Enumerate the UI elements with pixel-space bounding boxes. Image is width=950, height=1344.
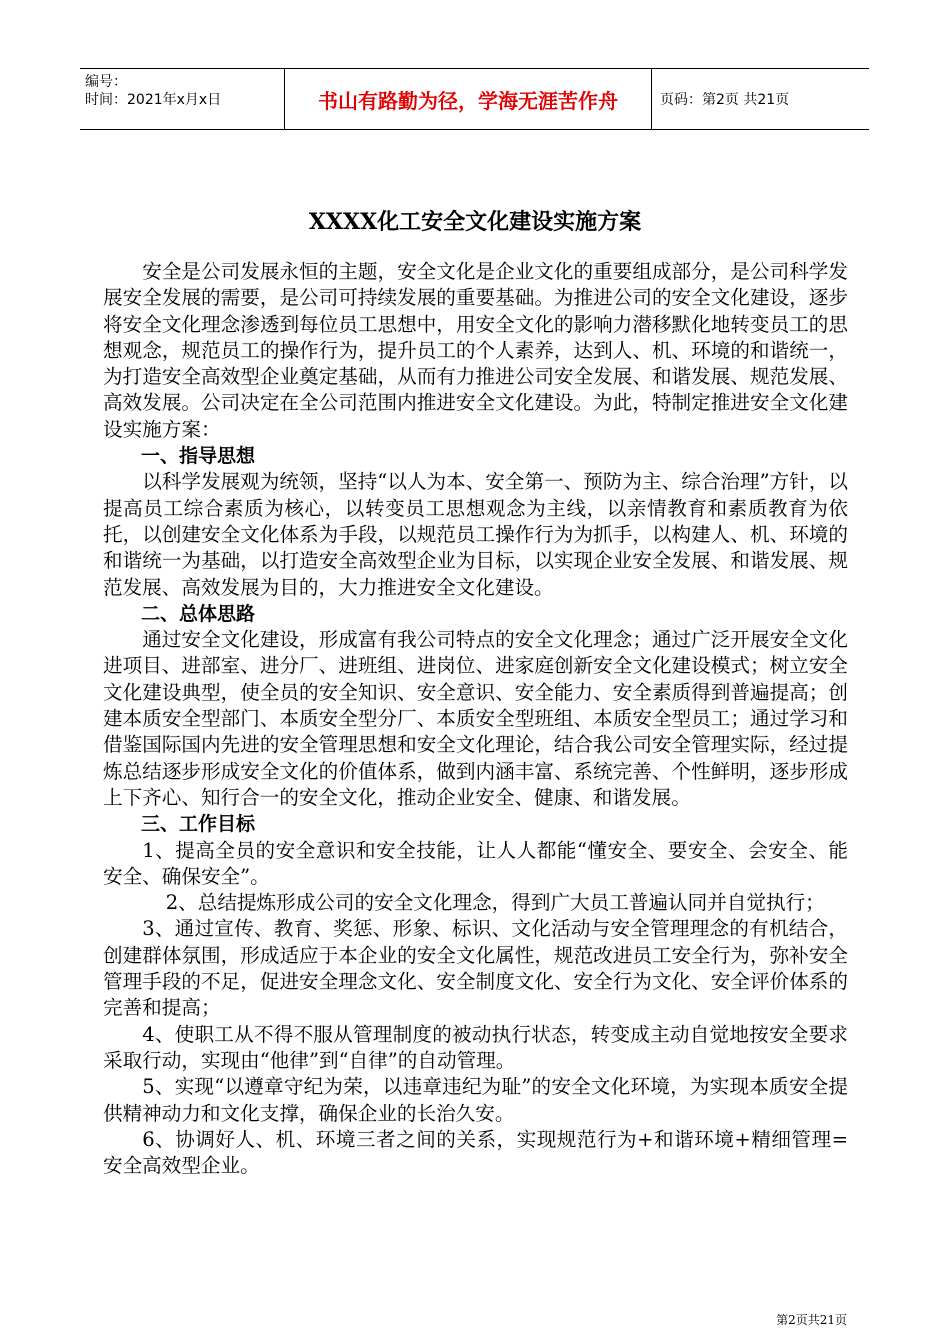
section-heading-overall-approach: 二、总体思路 — [141, 602, 256, 625]
guiding-thought-paragraph: 以科学发展观为统领，坚持“以人为本、安全第一、预防为主、综合治理”方针，以提高员工综合素质为核心，以转变员工思想观念为主线，以亲情教育和素质教育为依托，以创建安全文化体系为手段，以规范员工操作行为为抓手，以构建人、机、环境的和谐统一为基础，以打造安全高效型企业为目标，以实现企业安全发展、和谐发展、规范发展、高效发展为目的，大力推进安全文化建设。 — [103, 470, 849, 599]
goal-item-6: 6、协调好人、机、环境三者之间的关系，实现规范行为+和谐环境+精细管理=安全高效型企业。 — [103, 1127, 848, 1178]
page-header — [80, 68, 869, 130]
goal-item-3: 3、通过宣传、教育、奖惩、形象、标识、文化活动与安全管理理念的有机结合，创建群体氛围，形成适应于本企业的安全文化属性，规范改进员工安全行为，弥补安全管理手段的不足，促进安全理念文化、安全制度文化、安全行为文化、安全评价体系的完善和提高； — [103, 917, 848, 1020]
goal-item-2: 2、总结提炼形成公司的安全文化理念，得到广大员工普遍认同并自觉执行； — [165, 891, 825, 915]
header-meta — [80, 69, 284, 129]
header-page-code: 页码：第2页 共21页 — [660, 92, 790, 108]
document-title: XXXX化工安全文化建设实施方案 — [308, 209, 642, 235]
overall-approach-paragraph: 通过安全文化建设，形成富有我公司特点的安全文化理念；通过广泛开展安全文化进项目、进部室、进分厂、进班组、进岗位、进家庭创新安全文化建设模式；树立安全文化建设典型，使全员的安全知识、安全意识、安全能力、安全素质得到普遍提高；创建本质安全型部门、本质安全型分厂、本质安全型班组、本质安全型员工；通过学习和借鉴国际国内先进的安全管理思想和安全文化理论，结合我公司安全管理实际，经过提炼总结逐步形成安全文化的价值体系，做到内涵丰富、系统完善、个性鲜明，逐步形成上下齐心、知行合一的安全文化，推动企业安全、健康、和谐发展。 — [103, 628, 848, 809]
header-motto: 书山有路勤为径，学海无涯苦作舟 — [284, 69, 652, 129]
section-heading-work-goals: 三、工作目标 — [141, 813, 256, 836]
goal-item-4: 4、使职工从不得不服从管理制度的被动执行状态，转变成主动自觉地按安全要求采取行动，实现由“他律”到“自律”的自动管理。 — [103, 1022, 848, 1072]
document-body — [103, 259, 848, 1179]
goal-item-5: 5、实现“以遵章守纪为荣，以违章违纪为耻”的安全文化环境，为实现本质安全提供精神动力和文化支撑，确保企业的长治久安。 — [103, 1075, 848, 1125]
goal-item-1: 1、提高全员的安全意识和安全技能，让人人都能“懂安全、要安全、会安全、能安全、确保安全”。 — [103, 838, 848, 888]
document-number-label: 编号： — [85, 74, 127, 90]
section-heading-guiding-thought: 一、指导思想 — [141, 445, 256, 468]
page-footer: 第2页共21页 — [776, 1313, 847, 1327]
intro-paragraph: 安全是公司发展永恒的主题，安全文化是企业文化的重要组成部分，是公司科学发展安全发展的需要，是公司可持续发展的重要基础。为推进公司的安全文化建设，逐步将安全文化理念渗透到每位员工思想中，用安全文化的影响力潜移默化地转变员工的思想观念，规范员工的操作行为，提升员工的个人素养，达到人、机、环境的和谐统一，为打造安全高效型企业奠定基础，从而有力推进公司安全发展、和谐发展、规范发展、高效发展。公司决定在全公司范围内推进安全文化建设。为此，特制定推进安全文化建设实施方案： — [103, 260, 848, 441]
document-time: 时间：2021年x月x日 — [85, 92, 222, 108]
